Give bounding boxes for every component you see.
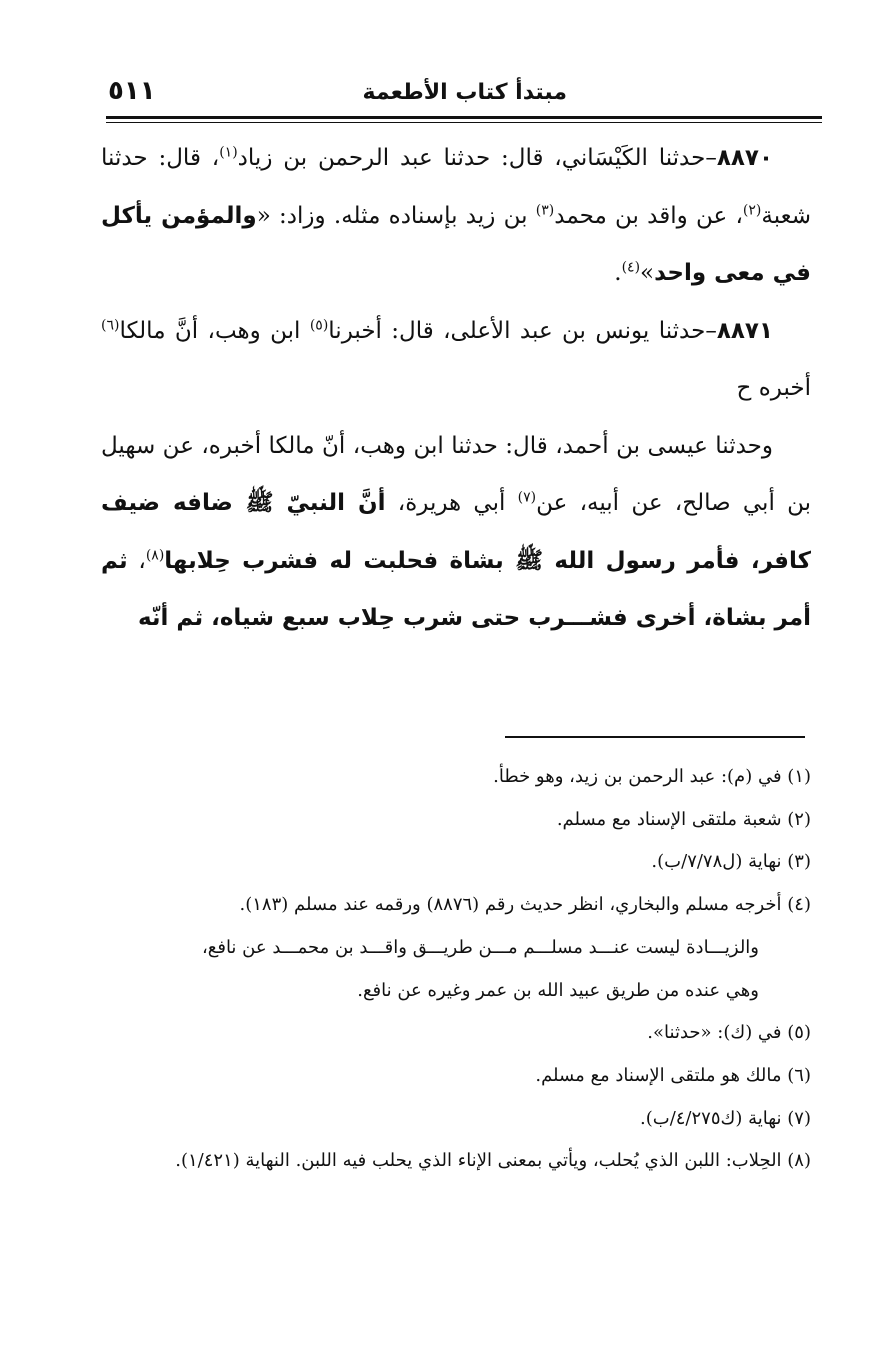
quote-mark: » bbox=[640, 260, 655, 286]
hadith-matn: والمؤمن يأكل في معى واحد bbox=[101, 202, 811, 286]
footnote-ref: (٦) bbox=[101, 316, 120, 333]
footnote-4-continuation: وهي عنده من طريق عبيد الله بن عمر وغيره عن نافع. bbox=[357, 979, 759, 1001]
footnote-4-continuation: والزيـــادة ليست عنـــد مسلـــم مـــن طريـــق واقـــد بن محمـــد عن نافع، bbox=[201, 936, 759, 958]
footnote-separator bbox=[505, 736, 805, 738]
footnote-ref: (٣) bbox=[535, 201, 555, 218]
footnote-4: (٤) أخرجه مسلم والبخاري، انظر حديث رقم (٨٨٧٦) ورقمه عند مسلم (١٨٣). bbox=[239, 894, 811, 916]
footnote-ref: (٤) bbox=[621, 259, 641, 276]
page-number: ٥١١ bbox=[108, 76, 156, 106]
footnote-ref: (٢) bbox=[742, 201, 762, 218]
chapter-title: مبتدأ كتاب الأطعمة bbox=[362, 80, 567, 105]
hadith-matn: أنَّ النبيّ ﷺ ضافه ضيف كافر، فأمر رسول الله ﷺ بشاة فحلبت له فشرب حِلابها bbox=[101, 490, 811, 574]
hadith-8871-second-chain bbox=[101, 418, 811, 648]
text-segment: أبي هريرة، bbox=[385, 490, 518, 516]
hadith-number: ٨٨٧٠ bbox=[716, 145, 773, 171]
text-segment: ، قال: حدثنا شعبة bbox=[101, 145, 811, 229]
hadith-8871 bbox=[101, 303, 811, 418]
footnote-5: (٥) في (ك): «حدثنا». bbox=[647, 1022, 811, 1044]
text-segment: ، bbox=[127, 547, 146, 574]
footnote-7: (٧) نهاية (ك٤/٢٧٥/ب). bbox=[640, 1107, 811, 1129]
text-segment: –حدثنا الكَيْسَاني، قال: حدثنا عبد الرحمن بن زياد bbox=[237, 145, 717, 171]
footnote-ref: (٥) bbox=[309, 316, 329, 333]
hadith-8870 bbox=[101, 130, 811, 303]
footnote-2: (٢) شعبة ملتقى الإسناد مع مسلم. bbox=[556, 808, 811, 830]
footnote-6: (٦) مالك هو ملتقى الإسناد مع مسلم. bbox=[535, 1064, 811, 1086]
footnote-ref: (٧) bbox=[517, 489, 537, 506]
footnotes bbox=[101, 756, 811, 1183]
text-segment: –حدثنا يونس بن عبد الأعلى، قال: أخبرنا bbox=[328, 317, 717, 344]
text-segment: . bbox=[614, 260, 622, 286]
running-header bbox=[106, 74, 822, 118]
text-segment: ابن وهب، أنَّ مالكا bbox=[119, 317, 310, 344]
quote-mark: « bbox=[256, 202, 271, 229]
header-rule-thin bbox=[106, 122, 822, 123]
text-segment: أخبره ح bbox=[736, 375, 811, 401]
header-rule-thick bbox=[106, 116, 822, 119]
footnote-ref: (١) bbox=[219, 144, 238, 161]
text-segment: وحدثنا عيسى بن أحمد، قال: حدثنا ابن وهب، أنّ مالكا أخبره، عن سهيل بن أبي صالح، عن أبيه، عن bbox=[101, 432, 811, 516]
footnote-3: (٣) نهاية (ل٧/٧٨/ب). bbox=[651, 851, 811, 873]
hadith-number: ٨٨٧١ bbox=[716, 317, 773, 344]
footnote-8: (٨) الحِلاب: اللبن الذي يُحلب، ويأتي بمعنى الإناء الذي يحلب فيه اللبن. النهاية (١/٤٢١). bbox=[175, 1150, 811, 1172]
text-segment: ، عن واقد بن محمد bbox=[554, 202, 743, 229]
footnote-1: (١) في (م): عبد الرحمن بن زيد، وهو خطأ. bbox=[493, 766, 811, 787]
footnote-ref: (٨) bbox=[145, 546, 165, 563]
text-segment: بن زيد بإسناده مثله. وزاد: bbox=[270, 202, 536, 229]
main-text bbox=[101, 130, 811, 648]
hadith-matn: ثم أمر بشاة، أخرى فشـــرب حتى شرب حِلاب سبع شياه، ثم أنّه bbox=[101, 547, 811, 631]
